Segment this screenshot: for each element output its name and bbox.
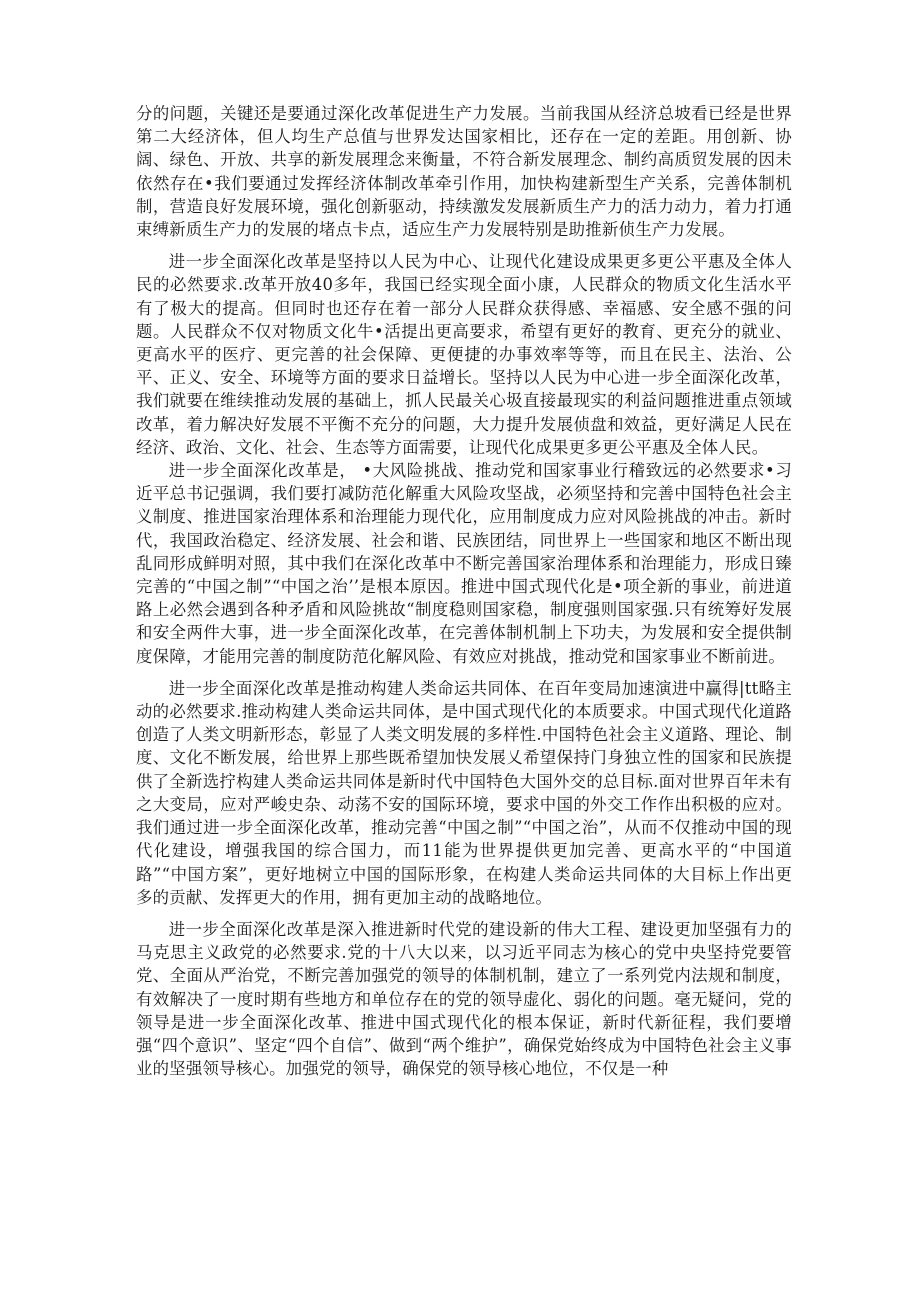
document-body — [136, 102, 792, 1080]
paragraph-party-building: 进一步全面深化改革是深入推进新时代党的建设新的伟大工程、建设更加坚强有力的马克思主义政党的必然要求.党的十八大以来，以习近平同志为核心的党中央坚持党要管党、全面从严治党，不断完善加强党的领导的体制机制，建立了一系列党内法规和制度，有效解决了一度时期有些地方和单位存在的党的领导虚化、弱化的问题。毫无疑问，党的领导是进一步全面深化改革、推进中国式现代化的根本保证，新时代新征程，我们要增强“四个意识”、坚定“四个自信”、做到“两个维护”，确保党始终成为中国特色社会主义事业的坚强领导核心。加强党的领导，确保党的领导核心地位，不仅是一种 — [136, 919, 792, 1079]
paragraph-people-centered: 进一步全面深化改革是坚持以人民为中心、让现代化建设成果更多更公平惠及全体人民的必然要求.改革开放40多年，我国已经实现全面小康，人民群众的物质文化生活水平有了极大的提高。但同时也还存在着一部分人民群众获得感、幸福感、安全感不强的问题。人民群众不仅对物质文化牛•活提出更高要求，希望有更好的教育、更充分的就业、更高水平的医疗、更完善的社会保障、更便捷的办事效率等等，而且在民主、法治、公平、正义、安全、环境等方面的要求日益增长。坚持以人民为中心进一步全面深化改革，我们就要在维续推动发展的基础上，抓人民最关心圾直接最现实的利益问题推进重点领域改革，着力解决好发展不平衡不充分的问题，大力提升发展侦盘和效益，更好满足人民在经济、政治、文化、社会、生态等方面需要，让现代化成果更多更公平惠及全体人民。 — [136, 252, 792, 457]
paragraph-productivity: 分的问题，关键还是要通过深化改革促进生产力发展。当前我国从经济总坡看已经是世界第二大经济体，但人均生产总值与世界发达国家相比，还存在一定的差距。用创新、协阔、绿色、开放、共享的新发展理念来衡量，不符合新发展理念、制约高质贸发展的因未依然存在•我们要通过发挥经济体制改革牵引作用，加快构建新型生产关系，完善体制机制，营造良好发展环境，强化创新驱动，持续激发发展新质生产力的活力动力，着力打通束缚新质生产力的发展的堵点卡点，适应生产力发展特别是助推新侦生产力发展。 — [136, 104, 792, 240]
paragraph-shared-future: 进一步全面深化改革是推动构建人类命运共同体、在百年变局加速演进中赢得|tt略主动的必然要求.推动构建人类命运共同体，是中国式现代化的本质要求。中国式现代化道路创造了人类文明新形态，彰显了人类文明发展的多样性.中国特色社会主义道路、理论、制度、文化不断发展，给世界上那些既希望加快发展乂希望保持门身独立性的国家和民族提供了全新选拧构建人类命运共同体是新时代中国特色大国外交的总目标.面对世界百年未有之大变局，应对严峻史杂、动荡不安的国际环境，要求中国的外交工作作出积极的应对。我们通过进一步全面深化改革，推动完善“中国之制”“中国之治”，从而不仅推动中国的现代化建设，增强我国的综合国力，而11能为世界提供更加完善、更高水平的“中国道路”“中国方案”，更好地树立中国的国际形象，在构建人类命运共同体的大目标上作出更多的贡献、发挥更大的作用，拥有更加主动的战略地位。 — [136, 678, 792, 907]
paragraph-risk-challenges: 进一步全面深化改革是， •大风险挑战、推动党和国家事业行稽致远的必然要求•习近平总书记强调，我们要打减防范化解重大风险攻坚战，必须坚持和完善中国特色社会主义制度、推进国家治理体系和治理能力现代化，应用制度成力应对风险挑战的冲击。新时代，我国政治稳定、经济发展、社会和谐、民族团结，同世界上一些国家和地区不断出现乱同形成鲜明对照，其中我们在深化改革中不断完善国家治理体系和治理能力，形成日臻完善的“中国之制”“中国之治’’是根本原因。推进中国式现代化是•项全新的事业，前进道路上必然会遇到各种矛盾和风险挑故“制度稳则国家稳，制度强则国家强.只有统筹好发展和安全两件大事，进一步全面深化改革，在完善体制机制上下功夫，为发展和安全提供制度保障，才能用完善的制度防范化解风险、有效应对挑战，推动党和国家事业不断前进。 — [136, 461, 792, 666]
